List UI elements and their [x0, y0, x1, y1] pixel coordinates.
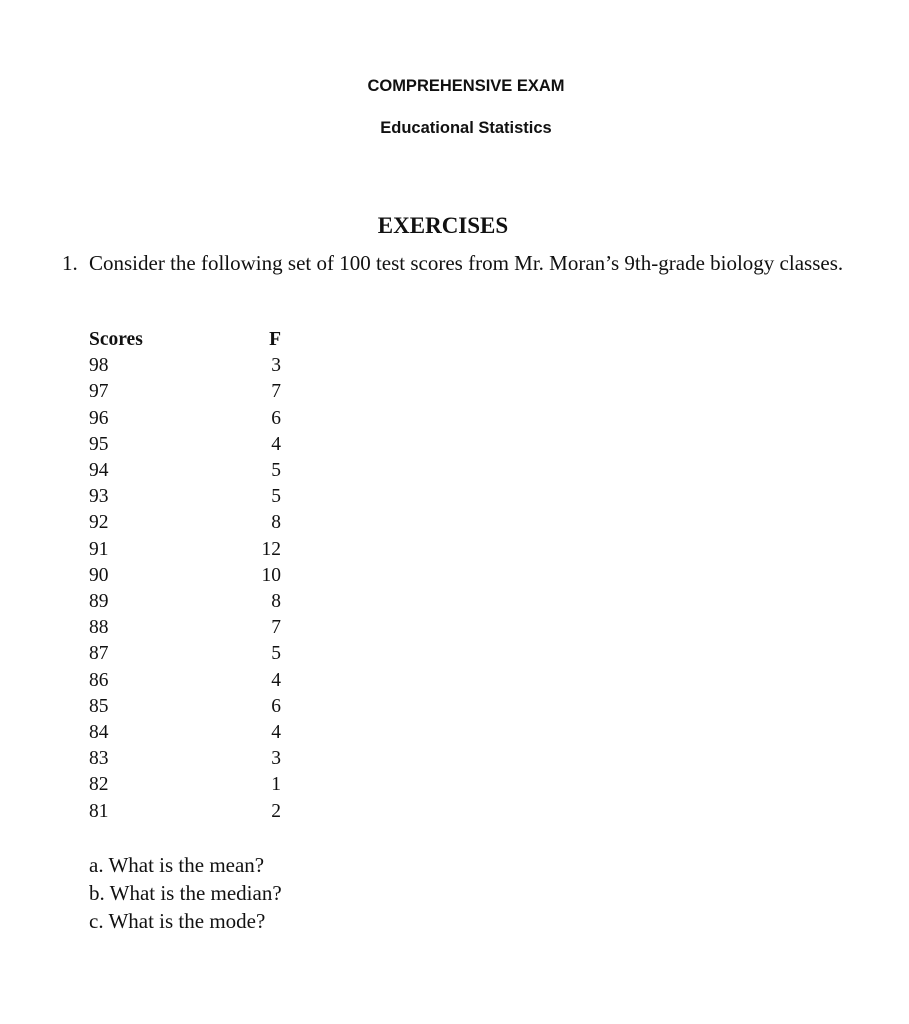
frequency-cell: 8 [271, 591, 281, 613]
score-cell: 98 [89, 355, 109, 377]
score-cell: 85 [89, 695, 109, 717]
table-body [89, 353, 281, 825]
score-cell: 91 [89, 538, 109, 560]
score-cell: 92 [89, 512, 109, 534]
table-row [89, 563, 281, 589]
frequency-cell: 1 [271, 774, 281, 796]
question-list [89, 851, 282, 935]
score-cell: 93 [89, 486, 109, 508]
table-row [89, 615, 281, 641]
table-row [89, 537, 281, 563]
table-row [89, 510, 281, 536]
score-cell: 89 [89, 591, 109, 613]
section-title: EXERCISES [377, 213, 509, 238]
course-subtitle: Educational Statistics [380, 119, 552, 137]
table-row [89, 694, 281, 720]
frequency-cell: 8 [271, 512, 281, 534]
question-median: b. What is the median? [89, 881, 282, 905]
frequency-cell: 3 [271, 748, 281, 770]
score-cell: 87 [89, 643, 109, 665]
frequency-cell: 3 [271, 355, 281, 377]
score-cell: 88 [89, 617, 109, 639]
table-row [89, 484, 281, 510]
frequency-cell: 12 [261, 538, 281, 560]
frequency-cell: 4 [271, 722, 281, 744]
question-mean: a. What is the mean? [89, 853, 265, 877]
table-row [89, 641, 281, 667]
frequency-cell: 6 [271, 407, 281, 429]
frequency-cell: 10 [261, 564, 281, 586]
frequency-cell: 4 [271, 433, 281, 455]
frequency-cell: 7 [271, 617, 281, 639]
score-cell: 83 [89, 748, 109, 770]
score-cell: 95 [89, 433, 109, 455]
table-row [89, 589, 281, 615]
table-row [89, 458, 281, 484]
frequency-cell: 2 [271, 800, 281, 822]
table-row [89, 432, 281, 458]
question-mode: c. What is the mode? [89, 909, 266, 933]
table-header-row [89, 327, 281, 353]
exercise-prompt [62, 250, 862, 276]
header-scores: Scores [89, 329, 143, 350]
table-row [89, 799, 281, 825]
score-cell: 94 [89, 460, 109, 482]
table-row [89, 379, 281, 405]
frequency-cell: 5 [271, 643, 281, 665]
table-row [89, 746, 281, 772]
exercise-number: 1. [62, 251, 78, 275]
score-cell: 90 [89, 564, 109, 586]
frequency-cell: 4 [271, 669, 281, 691]
table-row [89, 406, 281, 432]
score-cell: 81 [89, 800, 109, 822]
frequency-cell: 5 [271, 460, 281, 482]
frequency-cell: 6 [271, 695, 281, 717]
frequency-cell: 5 [271, 486, 281, 508]
table-row [89, 353, 281, 379]
frequency-cell: 7 [271, 381, 281, 403]
exam-title: COMPREHENSIVE EXAM [367, 77, 565, 95]
score-cell: 82 [89, 774, 109, 796]
score-cell: 96 [89, 407, 109, 429]
header-frequency: F [269, 329, 281, 350]
table-row [89, 720, 281, 746]
exercise-text: Consider the following set of 100 test scores from Mr. Moran’s 9th-grade biology classes. [89, 251, 844, 275]
score-cell: 84 [89, 722, 109, 744]
score-cell: 86 [89, 669, 109, 691]
score-cell: 97 [89, 381, 109, 403]
score-frequency-table [89, 327, 281, 825]
table-row [89, 772, 281, 798]
table-row [89, 668, 281, 694]
